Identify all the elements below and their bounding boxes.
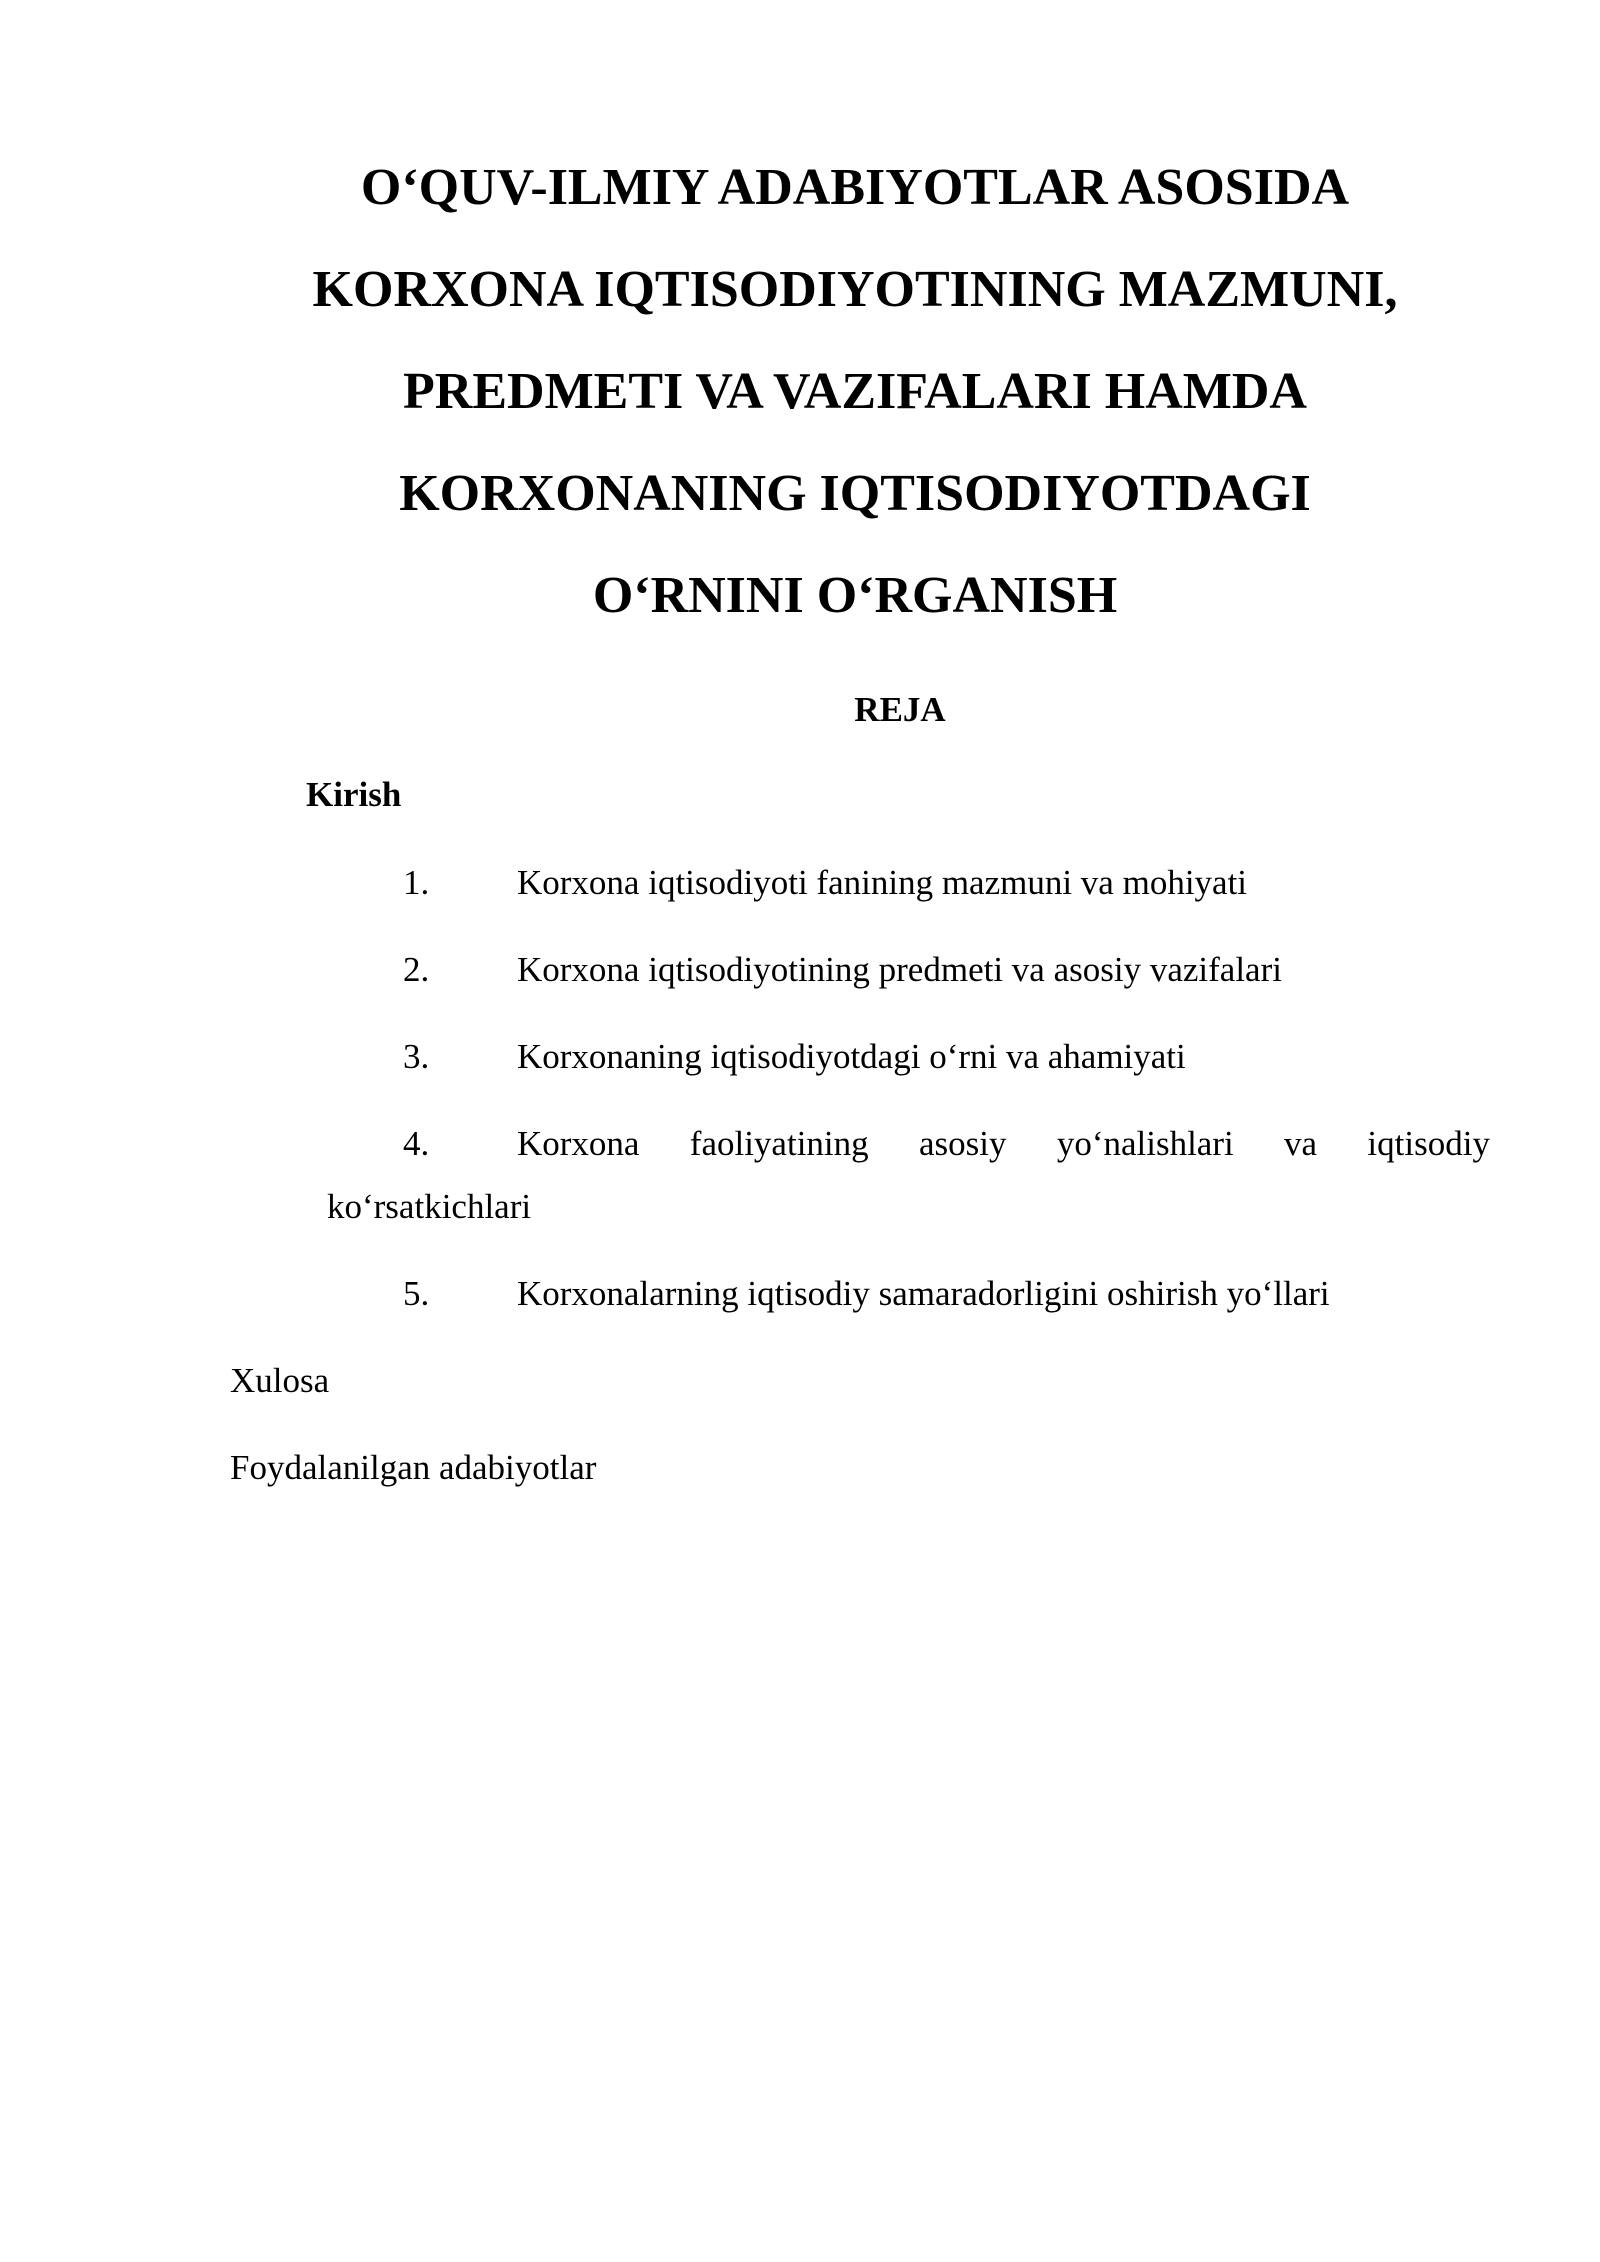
plan-heading: REJA	[854, 690, 946, 729]
item-text-line	[517, 1119, 1490, 1169]
item-text: Korxonaning iqtisodiyotdagi o‘rni va ahamiyati	[517, 1037, 1186, 1076]
item-word: Korxona	[517, 1124, 640, 1163]
plan-item-2	[0, 945, 1600, 995]
item-number: 3.	[403, 1037, 430, 1076]
item-text-continuation: ko‘rsatkichlari	[327, 1187, 532, 1226]
item-text: Korxona iqtisodiyoti fanining mazmuni va mohiyati	[517, 863, 1248, 902]
title-line: KORXONANING IQTISODIYOTDAGI	[399, 465, 1311, 522]
item-word: va	[1284, 1124, 1318, 1163]
plan-item-3	[0, 1032, 1600, 1082]
conclusion-heading: Xulosa	[230, 1361, 330, 1400]
item-word: iqtisodiy	[1367, 1124, 1490, 1163]
title-line: PREDMETI VA VAZIFALARI HAMDA	[403, 363, 1307, 420]
item-word: yo‘nalishlari	[1056, 1124, 1234, 1163]
plan-item-4	[0, 1119, 1600, 1229]
document-title	[230, 137, 1480, 647]
item-text: Korxona iqtisodiyotining predmeti va asosiy vazifalari	[517, 950, 1282, 989]
item-number: 4.	[403, 1124, 430, 1163]
title-line: O‘QUV-ILMIY ADABIYOTLAR ASOSIDA	[360, 159, 1350, 216]
title-line: O‘RNINI O‘RGANISH	[592, 567, 1118, 624]
item-number: 1.	[403, 863, 430, 902]
item-number: 5.	[403, 1274, 430, 1313]
item-word: asosiy	[918, 1124, 1007, 1163]
plan-item-1	[0, 858, 1600, 908]
intro-heading: Kirish	[306, 775, 402, 814]
item-text: Korxonalarning iqtisodiy samaradorligini oshirish yo‘llari	[517, 1274, 1330, 1313]
references-heading: Foydalanilgan adabiyotlar	[230, 1448, 597, 1487]
title-line: KORXONA IQTISODIYOTINING MAZMUNI,	[312, 261, 1398, 318]
item-number: 2.	[403, 950, 430, 989]
plan-item-5	[0, 1269, 1600, 1319]
item-word: faoliyatining	[689, 1124, 869, 1163]
